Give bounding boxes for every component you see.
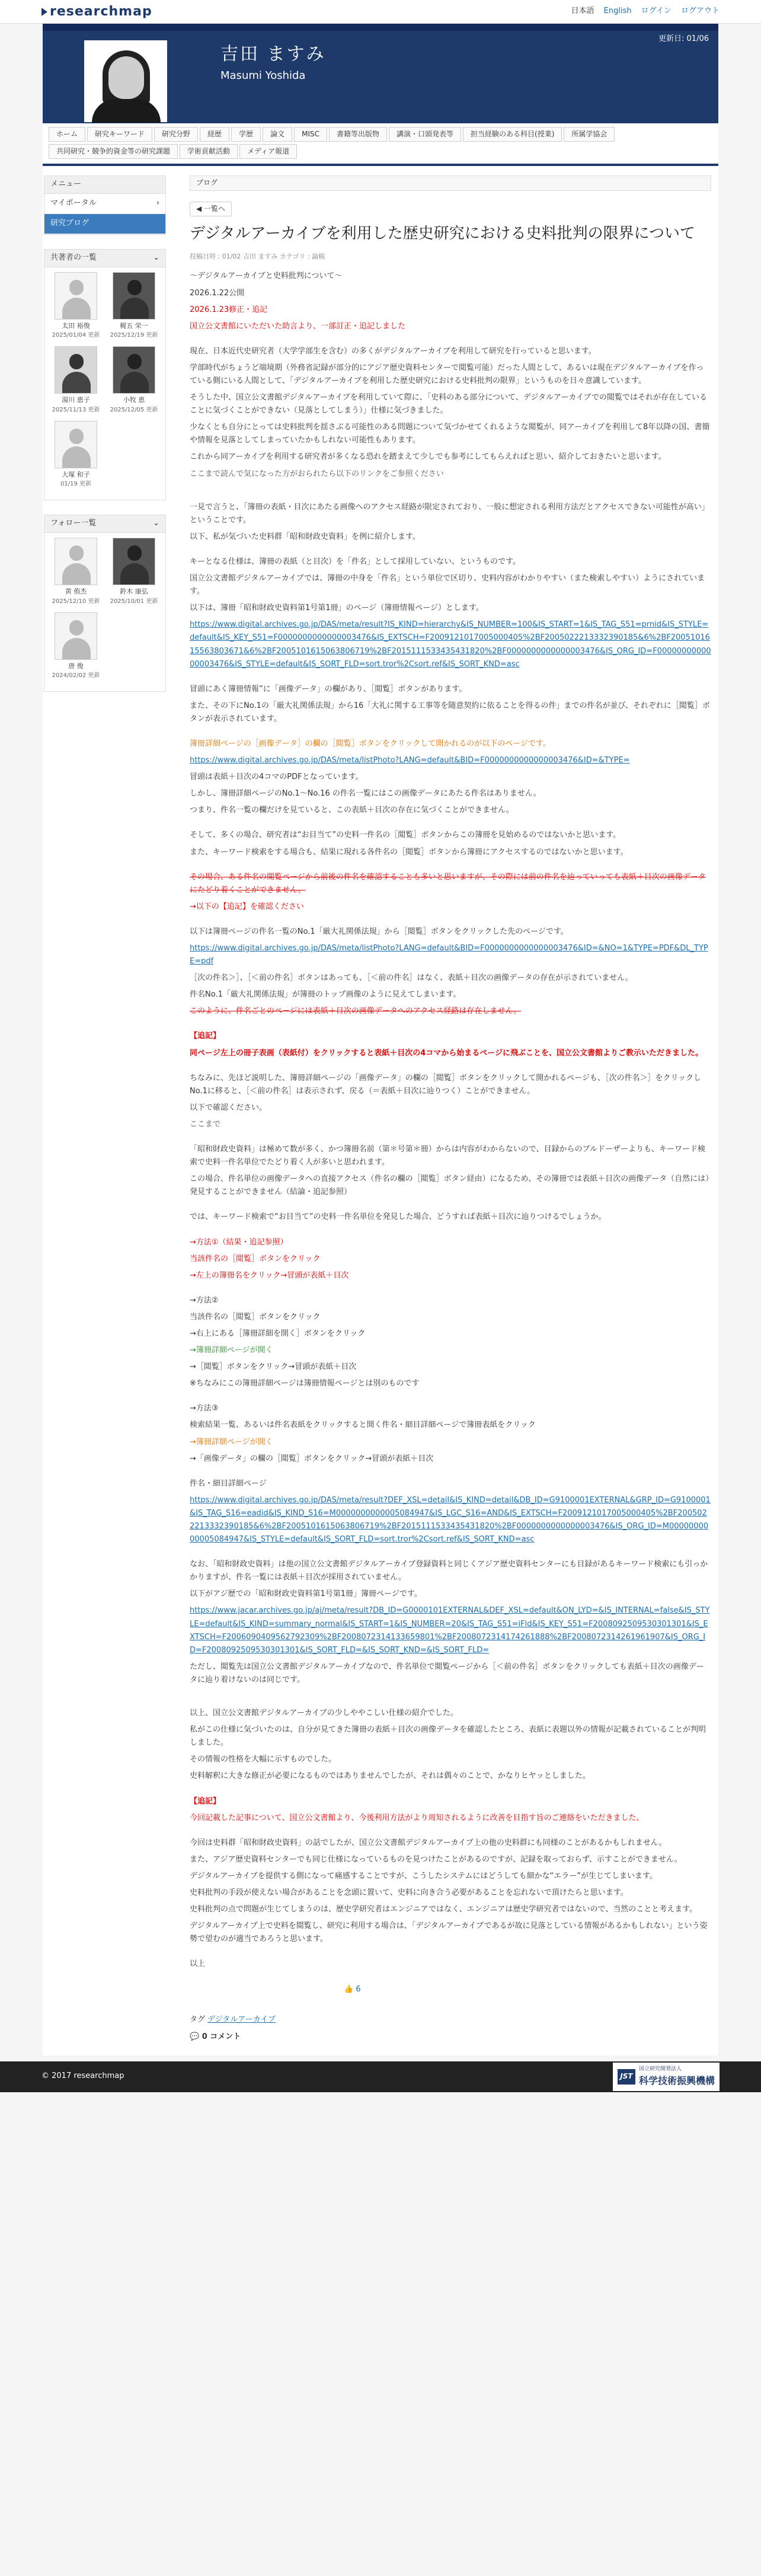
- url-link[interactable]: https://www.digital.archives.go.jp/DAS/meta/listPhoto?LANG=default&BID=F0000000000000003476&ID=&TYPE=: [190, 756, 630, 765]
- paragraph: →以下の【追記】を確認ください: [190, 902, 304, 911]
- coauthors-header: 共著者の一覧 ⌄: [44, 250, 165, 267]
- person-updated: 2024/02/02 更新: [52, 672, 100, 679]
- paragraph: そうした中、国立公文書館デジタルアーカイブを利用していて際に、「史料のある部分について、デジタルアーカイブでの閲覧ではそれが存在していることに気づくことができない（見落としてしまう）」仕様に気づきました。: [190, 393, 707, 416]
- footer: [0, 2061, 761, 2092]
- person-name: 太田 裕俊: [62, 321, 90, 330]
- paragraph: デジタルアーカイブを提供する側になって痛感することですが、こうしたシステムにはどうしても細かな“エラー”が生じてしまいます。: [190, 1871, 657, 1881]
- paragraph: 今回記載した記事について、国立公文書館より、今後利用方法がより周知されるように改善を目指す旨のご連絡をいただきました。: [190, 1813, 644, 1822]
- method-step: →［閲覧］ボタンをクリック→冒頭が表紙＋目次: [190, 1362, 357, 1372]
- nav-tab[interactable]: 書籍等出版物: [329, 127, 387, 142]
- avatar: [55, 346, 97, 394]
- like-button[interactable]: [344, 1984, 711, 1996]
- person-updated: 2025/11/13 更新: [52, 406, 100, 413]
- avatar: [55, 421, 97, 468]
- follow-header: フォロー一覧 ⌄: [44, 515, 165, 533]
- person-card[interactable]: [105, 538, 163, 607]
- menu-header: メニュー: [44, 176, 165, 194]
- comments-count[interactable]: 💬 0 コメント: [190, 2032, 241, 2042]
- like-count: 6: [356, 1985, 361, 1994]
- chevron-down-icon[interactable]: ⌄: [153, 519, 159, 528]
- person-card[interactable]: [47, 612, 105, 681]
- paragraph: 私がこの仕様に気づいたのは、自分が見てきた簿冊の表紙＋目次の画像データを確認したところ、表紙に表題以外の情報が記載されていることが判明しました。: [190, 1725, 706, 1748]
- person-card[interactable]: [47, 421, 105, 490]
- method-step: 検索結果一覧、あるいは件名表紙をクリックすると開く件名・細目詳細ページで簿冊表紙をクリック: [190, 1421, 536, 1430]
- lang-ja-link[interactable]: 日本語: [571, 7, 594, 16]
- menu-box: [44, 175, 166, 234]
- paragraph: 同ページ左上の冊子表画（表紙付）をクリックすると表紙＋目次の4コマから始まるページに飛ぶことを、国立公文書館よりご教示いただきました。: [190, 1048, 704, 1058]
- addendum-heading: 【追記】: [190, 1032, 221, 1041]
- method-heading: →方法①（結果・追記参照）: [190, 1237, 288, 1247]
- blog-meta: 投稿日時 : 01/02 吉田 ますみ カテゴリ : 論稿: [190, 252, 325, 260]
- arrow-left-icon: ◀: [196, 204, 204, 213]
- paragraph: 簿冊詳細ページの［画像データ］の欄の［閲覧］ボタンをクリックして開かれるのが以下のページです。: [190, 739, 551, 748]
- url-link[interactable]: https://www.digital.archives.go.jp/DAS/meta/result?DEF_XSL=detail&IS_KIND=detail&DB_ID=G9100001EXTERNAL&GRP_ID=G9100001&IS_TAG_S16=eadid&IS_KIND_S16=M0000000000005084947&IS_LGC_S16=AND&IS_EXTSCH=F2009121017005000405%2BF2005022213332390185&6%2BF2005101615063806719%2BF2015111533435431820%2BF0000000000000003476&IS_ORG_ID=M0000000000005084947&IS_STYLE=default&IS_SORT_FLD=sort.tror%2Csort.ref&IS_SORT_KND=asc: [190, 1495, 711, 1544]
- nav-row-2: [49, 144, 712, 161]
- avatar: [113, 346, 155, 394]
- person-updated: 2025/12/10 更新: [52, 598, 100, 605]
- paragraph: 以上、国立公文書館デジタルアーカイブの少しややこしい仕様の紹介でした。: [190, 1709, 458, 1718]
- paragraph: また、アジア歴史資料センターでも同じ仕様になっているものを見つけたことがあるのですが、記録を取っておらず、示すことができません。: [190, 1854, 682, 1864]
- revise-date: 2026.1.23修正・追記: [190, 305, 268, 314]
- person-card[interactable]: [47, 346, 105, 415]
- person-card[interactable]: [105, 346, 163, 415]
- paragraph: 以上: [190, 1959, 206, 1969]
- follow-box: [44, 515, 166, 692]
- paragraph: 件名・細目詳細ページ: [190, 1479, 267, 1488]
- blog-title: デジタルアーカイブを利用した歴史研究における史料批判の限界について: [190, 224, 696, 242]
- back-to-list-button[interactable]: ◀ 一覧へ: [190, 202, 232, 216]
- person-card[interactable]: [105, 272, 163, 341]
- top-links: [571, 5, 720, 18]
- paragraph: 以下がアジ歴での「昭和財政史資料第1号第1冊」簿冊ページです。: [190, 1589, 422, 1599]
- avatar: [113, 272, 155, 320]
- method-step: →右上にある［簿冊詳細を開く］ボタンをクリック: [190, 1329, 366, 1338]
- profile-nav: [43, 123, 718, 166]
- nav-tab[interactable]: メディア報道: [239, 144, 297, 159]
- nav-tab[interactable]: 所属学協会: [564, 127, 615, 142]
- nav-tab[interactable]: 経歴: [200, 127, 229, 142]
- method-step: 当該件名の［閲覧］ボタンをクリック: [190, 1312, 321, 1321]
- paragraph: なお、「昭和財政史資料」は他の国立公文書館デジタルアーカイブ登録資料と同じくアジア歴史資料センターにも目録があるキーワード検索にも引っかかりますが、件名一覧には表紙＋目次が採用されていません。: [190, 1560, 708, 1582]
- method-step: →簿冊詳細ページが開く: [190, 1437, 273, 1447]
- person-updated: 2025/12/19 更新: [110, 332, 158, 339]
- comment-icon: 💬: [190, 2032, 200, 2042]
- logo-triangle-icon: [41, 8, 47, 16]
- tag-line: [190, 2014, 711, 2026]
- coauthors-box: [44, 249, 166, 501]
- profile-name-ja: 吉田 ますみ: [220, 44, 326, 65]
- paragraph: つまり、件名一覧の欄だけを見ていると、この表紙＋目次の存在に気づくことができません。: [190, 806, 514, 815]
- sidebar-item-myportal[interactable]: マイポータル ›: [44, 194, 165, 214]
- paragraph: ただし、閲覧先は国立公文書館デジタルアーカイブなので、件名単位で閲覧ページから［＜前の件名］ボタンをクリックしても表紙＋目次の画像データに辿り着けないのは同じです。: [190, 1662, 704, 1684]
- researchmap-logo[interactable]: [41, 1, 152, 22]
- nav-tab[interactable]: ホーム: [49, 127, 85, 142]
- logout-link[interactable]: ログアウト: [680, 7, 720, 16]
- top-bar: [0, 0, 761, 24]
- profile-name-en: Masumi Yoshida: [220, 69, 306, 82]
- paragraph: 以下、私が気づいた史料群「昭和財政史資料」を例に紹介します。: [190, 532, 420, 541]
- profile-photo: [84, 40, 167, 122]
- avatar: [55, 272, 97, 320]
- method-step: 当該件名の［閲覧］ボタンをクリック: [190, 1254, 321, 1263]
- person-card[interactable]: [47, 272, 105, 341]
- chevron-down-icon[interactable]: ⌄: [153, 253, 159, 262]
- jst-logo[interactable]: JST 国立研究開発法人 科学技術振興機構: [613, 2063, 720, 2091]
- paragraph: そして、多くの場合、研究者は“お目当て”の史料一件名の［閲覧］ボタンからこの簿冊を見始めるのではないかと思います。: [190, 831, 621, 840]
- profile-header: [43, 24, 718, 123]
- person-updated: 2025/01/04 更新: [52, 332, 100, 339]
- paragraph: 以下で確認ください。: [190, 1103, 267, 1112]
- person-name: 大塚 和子: [62, 470, 90, 478]
- person-name: 鈴木 康弘: [120, 588, 148, 596]
- url-link[interactable]: https://www.digital.archives.go.jp/DAS/meta/result?IS_KIND=hierarchy&IS_NUMBER=100&IS_START=1&IS_TAG_S51=prnid&IS_STYLE=default&IS_KEY_S51=F0000000000000003476&IS_EXTSCH=F2009121017005000405%2BF2005022213332390185&6%2BF2005101615563803671&6%2BF2005101615063806719%2BF2015111533435431820%2BF0000000000000003476&IS_ORG_ID=F0000000000000003476&IS_STYLE=default&IS_SORT_FLD=sort.tror%2Csort.ref&IS_SORT_KND=asc: [190, 620, 711, 669]
- profile-updated: 更新日: 01/06: [658, 34, 709, 43]
- paragraph-struck: その場合、ある件名の閲覧ページから前後の件名を確認することも多いと思いますが、その際には前の件名を辿っていっても表紙＋目次の画像データにたどり着くことができません。: [190, 872, 706, 895]
- sidebar: [44, 175, 166, 2043]
- paragraph: また、その下にNo.1の「厳大礼関係法規」から16「大礼に関する工事等を随意契約に依ることを得るの件」までの件名が並び、それぞれに［閲覧］ボタンが表示されています。: [190, 701, 710, 723]
- revision-note: 国立公文書館にいただいた助言より、一部訂正・追記しました: [190, 321, 406, 331]
- avatar: [55, 612, 97, 660]
- nav-tab[interactable]: 担当経験のある科目(授業): [463, 127, 562, 142]
- blog-tab-label: ブログ: [190, 175, 711, 190]
- nav-tab[interactable]: 学術貢献活動: [180, 144, 238, 159]
- paragraph: ちなみに、先ほど説明した、簿冊詳細ページの「画像データ」の欄の［閲覧］ボタンをクリックして開かれるページも、［次の件名＞］をクリックしNo.1に移ると、［＜前の件名］は表示されず、戻る（＝表紙＋目次に辿りつく）ことができません。: [190, 1073, 701, 1096]
- paragraph: 現在、日本近代史研究者（大学学部生を含む）の多くがデジタルアーカイブを利用して研究を行っていると思います。: [190, 346, 596, 356]
- paragraph: ［次の件名＞］、［＜前の件名］ボタンはあっても、［＜前の件名］はなく、表紙＋目次の画像データの存在が示されていません。: [190, 973, 633, 983]
- paragraph: また、キーワード検索をする場合も、結果に現れる各件名の［閲覧］ボタンから簿冊にアクセスするのではないかと思います。: [190, 847, 628, 857]
- paragraph: 以下は、簿冊「昭和財政史資料第1号第1冊」のページ（簿冊情報ページ）とします。: [190, 604, 484, 613]
- paragraph: デジタルアーカイブ上で史料を閲覧し、研究に利用する場合は、「デジタルアーカイブであるが故に見落としている情報があるかもしれない」という姿勢で望むのが適当であろうと思います。: [190, 1921, 708, 1944]
- main-area: [43, 166, 718, 2055]
- url-link[interactable]: https://www.jacar.archives.go.jp/aj/meta/result?DB_ID=G0000101EXTERNAL&DEF_XSL=default&ON_LYD=&IS_INTERNAL=false&IS_STYLE=default&IS_KIND=summary_normal&IS_START=1&IS_NUMBER=20&IS_TAG_S51=iFld&IS_KEY_S51=F2008092509530301301&IS_EXTSCH=F2006090409562792309%2BF2008072314133659801%2BF2008072314174261888%2BF2008072314261961907&IS_ORG_ID=F2008092509530301301&IS_SORT_FLD=&IS_SORT_KND=&IS_SORT_FLD=: [190, 1606, 710, 1655]
- person-name: 黄 侑杰: [65, 588, 87, 596]
- lang-en-link[interactable]: English: [603, 7, 632, 16]
- paragraph: しかし、簿冊詳細ページのNo.1〜No.16 の件名一覧にはこの画像データにあたる件名はありません。: [190, 789, 541, 799]
- person-name: 湯川 恵子: [62, 396, 90, 404]
- person-card[interactable]: [47, 538, 105, 607]
- logo-text: researchmap: [50, 4, 152, 19]
- paragraph: 学部時代がちょうど端境期（外務省記録が部分的にアジア歴史資料センターで閲覧可能）だった人間として、あるいは現在デジタルアーカイブを作っている側にいる人間として、「デジタルアーカイブを利用した歴史研究における史料批判の限界」というものを日々意識しています。: [190, 363, 704, 385]
- person-name: 唐 俊: [68, 662, 84, 670]
- avatar: [113, 538, 155, 585]
- tag-label: タグ: [190, 2015, 206, 2025]
- method-heading: →方法③: [190, 1404, 219, 1413]
- person-name: 小牧 恵: [123, 396, 145, 404]
- paragraph: 国立公文書館デジタルアーカイブでは、簿冊の中身を「件名」という単位で区切り、史料内容がわかりやすい（また検索しやすい）ようにされています。: [190, 574, 705, 596]
- nav-row-1: [49, 127, 712, 144]
- person-updated: 01/19 更新: [60, 481, 91, 488]
- url-link[interactable]: https://www.digital.archives.go.jp/DAS/meta/listPhoto?LANG=default&BID=F0000000000000003476&ID=&NO=1&TYPE=PDF&DL_TYPE=pdf: [190, 944, 708, 966]
- nav-tab[interactable]: 共同研究・競争的資金等の研究課題: [49, 144, 178, 159]
- paragraph: 以下は簿冊ページの件名一覧のNo.1「厳大礼関係法規」から［閲覧］ボタンをクリックした先のページです。: [190, 927, 568, 936]
- paragraph: ここまで: [190, 1119, 221, 1129]
- nav-tab[interactable]: 研究キーワード: [87, 127, 152, 142]
- coauthor-list: [44, 267, 165, 500]
- jst-mark-icon: JST: [618, 2069, 635, 2085]
- paragraph: では、キーワード検索で“お目当て”の史料一件名単位を発見した場合、どうすれば表紙＋目次に辿りつけるでしょうか。: [190, 1212, 606, 1222]
- paragraph: キーとなる仕様は、簿冊の表紙（と目次）を「件名」として採用していない、というものです。: [190, 557, 520, 566]
- method-heading: →方法②: [190, 1295, 219, 1305]
- paragraph: これから同アーカイブを利用する研究者が多くなる恐れを踏まえて少しでも参考にしてもらえればと思い、紹介しておきたいと思います。: [190, 452, 666, 462]
- paragraph: 冒頭にあく簿冊情報”に「画像データ」の欄があり、［閲覧］ボタンがあります。: [190, 684, 467, 694]
- person-updated: 2025/12/05 更新: [110, 406, 158, 413]
- addendum-heading: 【追記】: [190, 1796, 221, 1806]
- sidebar-item-research-blog[interactable]: 研究ブログ: [44, 214, 165, 234]
- method-step: →簿冊詳細ページが開く: [190, 1346, 273, 1355]
- method-step: →「画像データ」の欄の［閲覧］ボタンをクリック→冒頭が表紙＋目次: [190, 1454, 434, 1463]
- nav-tab[interactable]: 学歴: [231, 127, 261, 142]
- method-step: →左上の簿冊名をクリック→冒頭が表紙＋目次: [190, 1271, 349, 1280]
- paragraph: 史料批判の手段が使えない場合があることを念頭に置いて、史料に向き合う必要があることを忘れないで頂けたらと思います。: [190, 1888, 628, 1897]
- avatar: [55, 538, 97, 585]
- paragraph: 冒頭は表紙＋目次の4コマのPDFとなっています。: [190, 773, 363, 782]
- nav-tab[interactable]: MISC: [294, 127, 327, 142]
- thumbs-up-icon: 👍: [344, 1985, 354, 1994]
- login-link[interactable]: ログイン: [641, 7, 672, 16]
- paragraph: 今回は史料群「昭和財政史資料」の話でしたが、国立公文書館デジタルアーカイブ上の他の史料群にも同様のことがあるかもしれません。: [190, 1838, 667, 1847]
- paragraph: その情報の性格を大幅に示すものでした。: [190, 1755, 337, 1764]
- paragraph: この場合、件名単位の画像データへの直接アクセス（件名の欄の［閲覧］ボタン経由）になるため、その簿冊では表紙＋目次の画像データ（自然には）発見することができません（結論・追記参照）: [190, 1174, 709, 1197]
- paragraph: 「昭和財政史資料」は極めて数が多く、かつ簿冊名前（第＊号第＊冊）からは内容がわからないので、目録からのブルドーザーよりも、キーワード検索で史料一件名単位でたどり着く人が多いと思われます。: [190, 1145, 705, 1167]
- paragraph: 件名No.1「厳大礼関係法規」が簿冊のトップ画像のように見えてしまいます。: [190, 990, 461, 1000]
- blog-subtitle: 〜デジタルアーカイブと史料批判について〜: [190, 272, 343, 281]
- nav-tab[interactable]: 研究分野: [154, 127, 198, 142]
- paragraph-struck: このように、件名ごとのページには表紙＋目次の画像データへのアクセス経路は存在しません。: [190, 1007, 522, 1016]
- method-step: ※ちなみにこの簿冊詳細ページは簿冊情報ページとは別のものです: [190, 1379, 420, 1388]
- blog-body: [190, 270, 711, 1971]
- blog-content: [190, 175, 711, 2043]
- paragraph: 一見で言うと、「簿冊の表紙・目次にあたる画像へのアクセス経路が限定されており、一般に想定される利用方法だとアクセスできない可能性が高い」ということです。: [190, 502, 709, 525]
- paragraph: ここまで読んで気になった方がおられたら以下のリンクをご参照ください: [190, 469, 444, 478]
- nav-tab[interactable]: 講演・口頭発表等: [389, 127, 461, 142]
- page-wrapper: [43, 24, 718, 2055]
- follow-list: [44, 533, 165, 691]
- tag-link[interactable]: デジタルアーカイブ: [207, 2015, 276, 2025]
- chevron-right-icon: ›: [156, 199, 159, 208]
- paragraph: 史料解釈に大きな修正が必要になるものではありませんでしたが、それは偶々のことで、かなりヒヤッとしました。: [190, 1771, 590, 1781]
- person-name: 梶五 栄一: [120, 321, 148, 330]
- nav-tab[interactable]: 論文: [263, 127, 292, 142]
- publish-date: 2026.1.22公開: [190, 288, 245, 298]
- person-updated: 2025/10/01 更新: [110, 598, 158, 605]
- paragraph: 史料批判の点で問題が生じてしまうのは、歴史学研究者はエンジニアではなく、エンジニアは歴史学研究者ではないので、当然のことと考えます。: [190, 1905, 698, 1914]
- paragraph: 少なくとも自分にとっては史料批判を揺さぶる可能性のある問題について気づかせてくれるような閲覧が、同アーカイブを利用して8年以降の国、書簡や情報を見落としてしまっていたかもしれない可能性もあります。: [190, 423, 710, 445]
- footer-copyright: © 2017 researchmap: [41, 2071, 124, 2081]
